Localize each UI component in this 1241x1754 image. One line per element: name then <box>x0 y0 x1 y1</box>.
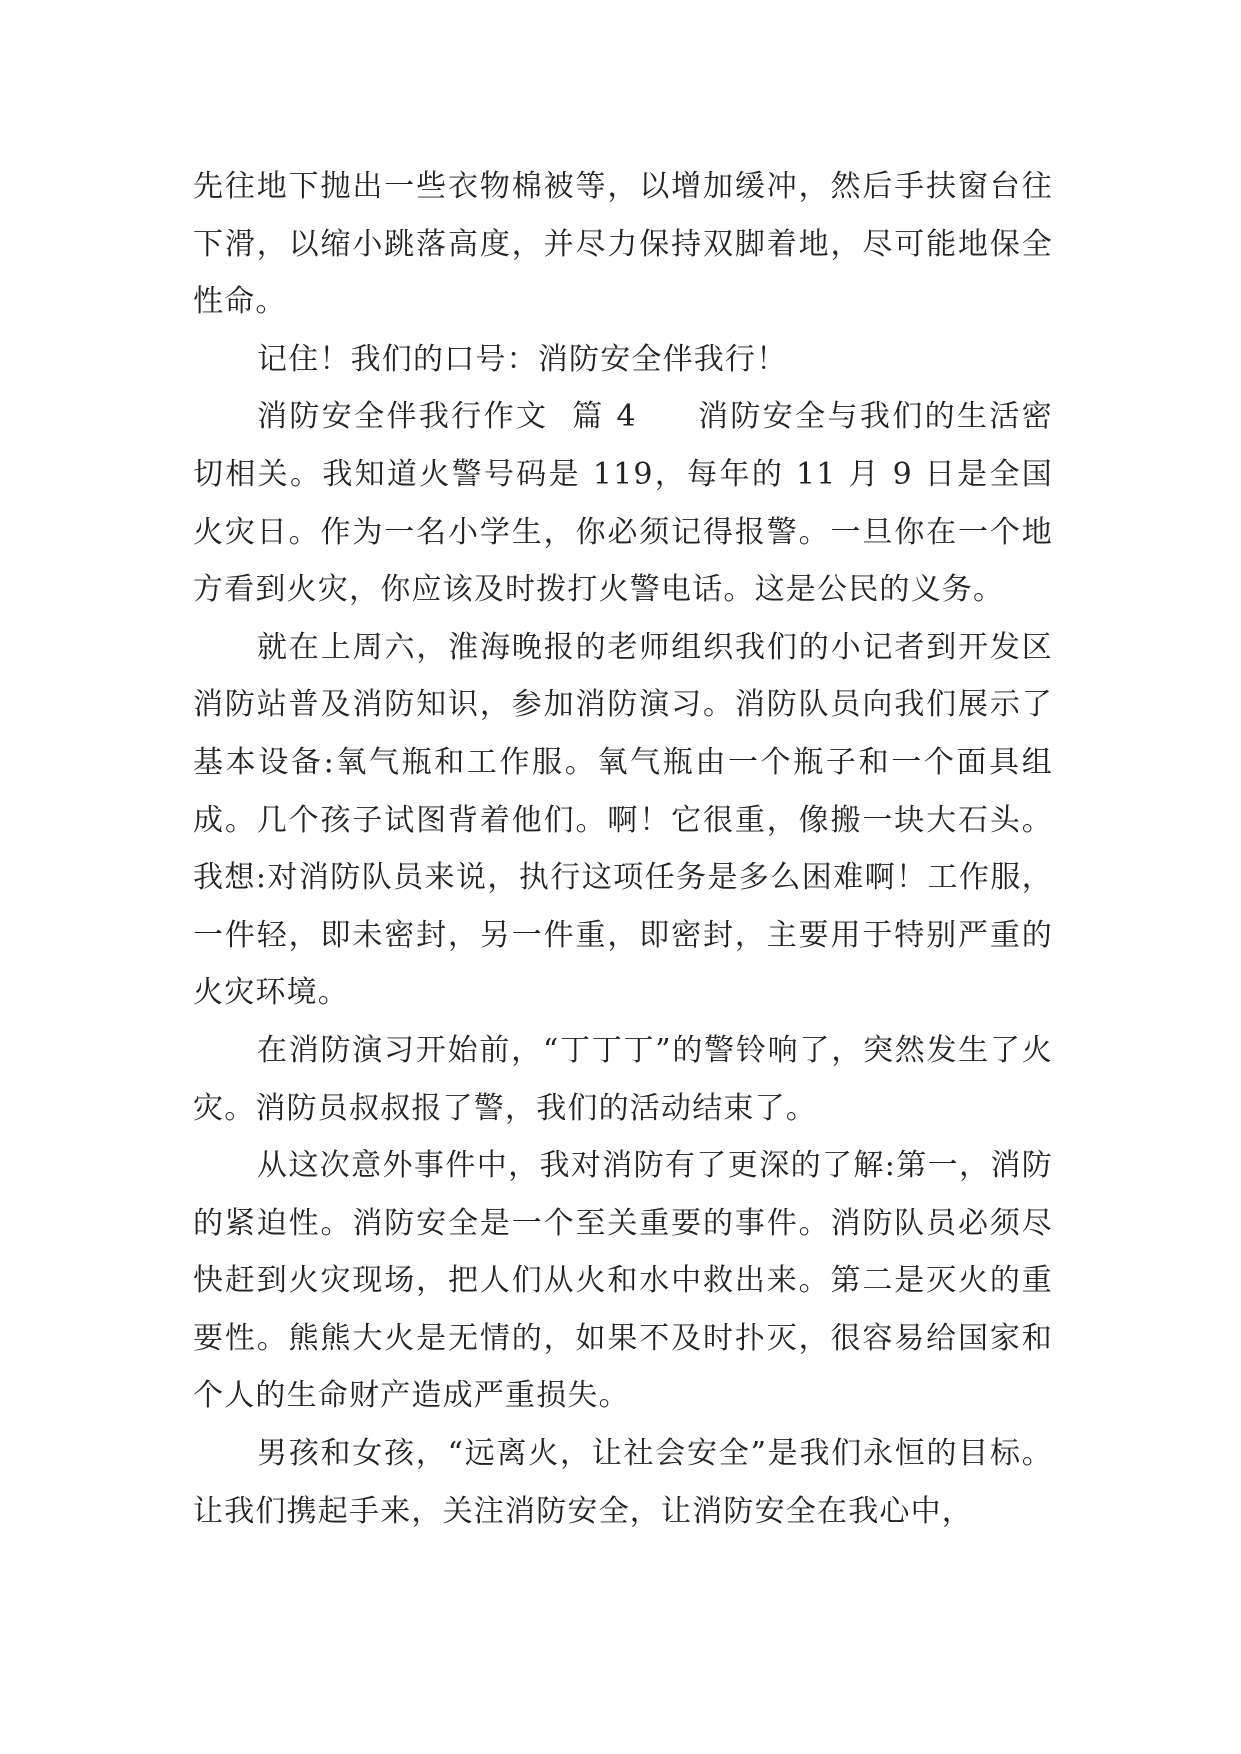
section-title: 消防安全伴我行作文 篇 4 <box>257 399 637 435</box>
paragraph: 从这次意外事件中，我对消防有了更深的了解:第一，消防的紧迫性。消防安全是一个至关重要的事件。消防队员必须尽快赶到火灾现场，把人们从火和水中救出来。第二是灭火的重要性。熊熊大火是无情的，如果不及时扑灭，很容易给国家和个人的生命财产造成严重损失。 <box>193 1148 1053 1414</box>
paragraph-with-section-title <box>193 388 1053 618</box>
paragraph: 男孩和女孩，“远离火，让社会安全”是我们永恒的目标。让我们携起手来，关注消防安全，让消防安全在我心中， <box>193 1436 1053 1529</box>
paragraph: 记住！我们的口号：消防安全伴我行！ <box>257 341 788 377</box>
paragraph: 就在上周六，淮海晚报的老师组织我们的小记者到开发区消防站普及消防知识，参加消防演习。消防队员向我们展示了基本设备:氧气瓶和工作服。氧气瓶由一个瓶子和一个面具组成。几个孩子试图背着他们。啊！它很重，像搬一块大石头。我想:对消防队员来说，执行这项任务是多么困难啊！工作服，一件轻，即未密封，另一件重，即密封，主要用于特别严重的火灾环境。 <box>193 629 1053 1011</box>
article-body <box>193 158 1053 1540</box>
paragraph: 先往地下抛出一些衣物棉被等，以增加缓冲，然后手扶窗台往下滑，以缩小跳落高度，并尽力保持双脚着地，尽可能地保全性命。 <box>193 169 1053 320</box>
paragraph-text: 消防安全与我们的生活密切相关。我知道火警号码是 119，每年的 11 月 9 日是全国火灾日。作为一名小学生，你必须记得报警。一旦你在一个地方看到火灾，你应该及时拨打火警电话。这是公民的义务。 <box>193 399 1053 608</box>
paragraph: 在消防演习开始前，“丁丁丁”的警铃响了，突然发生了火灾。消防员叔叔报了警，我们的活动结束了。 <box>193 1032 1053 1126</box>
